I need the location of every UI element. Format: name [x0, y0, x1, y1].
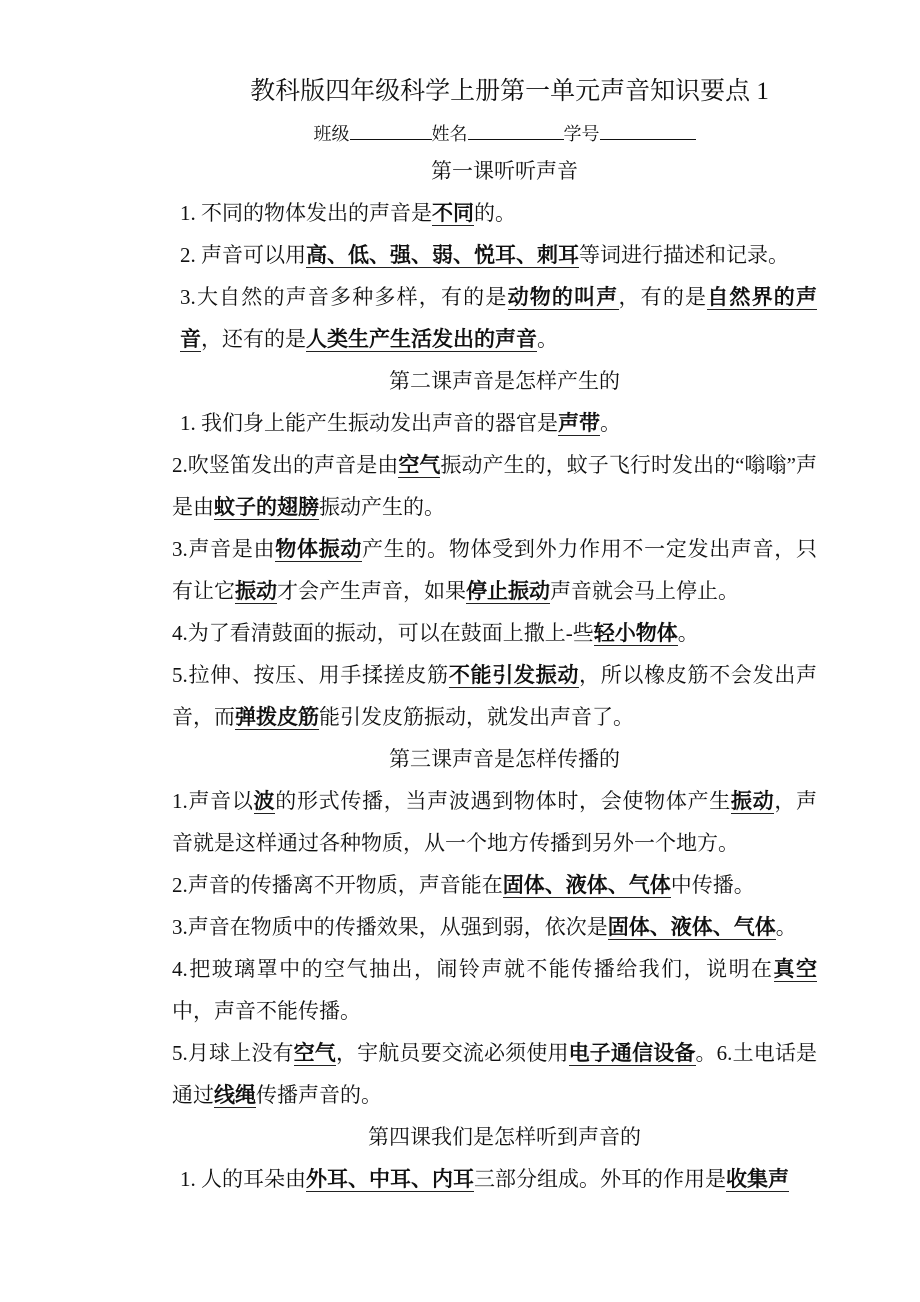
point-text: ，所以橡皮筋不会发出声音，而	[172, 663, 818, 729]
point-text: 中，声音不能传播。	[172, 999, 361, 1023]
knowledge-point	[172, 906, 817, 948]
point-text: 振动产生的，蚊子飞行时发出的“嗡嗡”声是由	[172, 453, 818, 519]
document-body	[172, 150, 817, 1200]
knowledge-point	[172, 948, 817, 1032]
point-text: 。	[537, 327, 558, 351]
point-text: 5.月球上没有	[172, 1041, 294, 1065]
answer-key-text: 振动	[730, 789, 775, 813]
point-text: 传播声音的。	[256, 1083, 382, 1107]
point-text: 4.把玻璃罩中的空气抽出，闹铃声就不能传播给我们，说明在	[172, 957, 774, 981]
point-text: 。	[775, 915, 797, 939]
point-text: 1. 人的耳朵由	[180, 1167, 306, 1191]
answer-key-text: 弹拨皮筋	[235, 705, 319, 729]
answer-key-text: 空气	[398, 453, 441, 477]
point-text: 声音就会马上停止。	[550, 579, 739, 603]
point-text: 1. 我们身上能产生振动发出声音的器官是	[180, 411, 558, 435]
answer-key-text: 空气	[293, 1041, 336, 1065]
point-text: 。	[677, 621, 699, 645]
point-text: 4.为了看清鼓面的振动，可以在鼓面上撒上-些	[172, 621, 594, 645]
knowledge-point	[172, 234, 817, 276]
knowledge-point	[172, 612, 817, 654]
answer-key-text: 蚊子的翅膀	[214, 495, 319, 519]
answer-key-text: 振动	[235, 579, 277, 603]
point-text: ，有的是	[618, 285, 708, 309]
point-text: 1. 不同的物体发出的声音是	[180, 201, 432, 225]
answer-key-text: 外耳、中耳、内耳	[306, 1167, 474, 1191]
point-text: 中传播。	[670, 873, 755, 897]
answer-key-text: 不同	[432, 201, 474, 225]
point-text: 能引发皮筋振动，就发出声音了。	[319, 705, 634, 729]
student-id-blank	[600, 121, 696, 140]
lesson-heading: 第三课声音是怎样传播的	[389, 747, 620, 771]
class-blank	[350, 121, 432, 140]
point-text: ，还有的是	[201, 327, 306, 351]
knowledge-point	[172, 780, 817, 864]
knowledge-point	[172, 444, 817, 528]
answer-key-text: 固体、液体、气体	[502, 873, 671, 897]
point-text: ，宇航员要交流必须使用	[335, 1041, 569, 1065]
answer-key-text: 自然界的声音	[180, 285, 817, 351]
answer-key-text: 高、低、强、弱、悦耳、刺耳	[306, 243, 579, 267]
point-text: 3.声音在物质中的传播效果，从强到弱，依次是	[172, 915, 608, 939]
answer-key-text: 人类生产生活发出的声音	[306, 327, 537, 351]
lesson-heading: 第四课我们是怎样听到声音的	[368, 1125, 641, 1149]
answer-key-text: 波	[253, 789, 276, 813]
point-text: 振动产生的。	[319, 495, 445, 519]
point-text: 。6.土电话是通过	[172, 1041, 818, 1107]
knowledge-point	[172, 864, 817, 906]
point-text: 的形式传播，当声波遇到物体时，会使物体产生	[275, 789, 731, 813]
knowledge-point	[172, 276, 817, 360]
knowledge-point	[172, 192, 817, 234]
answer-key-text: 收集声	[726, 1167, 789, 1191]
point-text: 产生的。物体受到外力作用不一定发出声音，只有让它	[172, 537, 818, 603]
knowledge-point	[172, 1032, 817, 1116]
answer-key-text: 真空	[773, 957, 818, 981]
document-page	[172, 72, 817, 1200]
point-text: 才会产生声音，如果	[277, 579, 466, 603]
point-text: 1.声音以	[172, 789, 254, 813]
lesson-heading: 第二课声音是怎样产生的	[389, 369, 620, 393]
point-text: 的。	[474, 201, 516, 225]
knowledge-point	[172, 402, 817, 444]
answer-key-text: 动物的叫声	[507, 285, 619, 309]
point-text: 等词进行描述和记录。	[579, 243, 789, 267]
point-text: ，声音就是这样通过各种物质，从一个地方传播到另外一个地方。	[172, 789, 818, 855]
answer-key-text: 不能引发振动	[448, 663, 580, 687]
answer-key-text: 物体振动	[275, 537, 363, 561]
knowledge-point	[172, 528, 817, 612]
class-label: 班级	[313, 124, 350, 144]
point-text: 三部分组成。外耳的作用是	[474, 1167, 726, 1191]
point-text: 3.大自然的声音多种多样，有的是	[180, 285, 508, 309]
point-text: 2.吹竖笛发出的声音是由	[172, 453, 399, 477]
document-title: 教科版四年级科学上册第一单元声音知识要点 1	[250, 78, 769, 105]
answer-key-text: 固体、液体、气体	[607, 915, 776, 939]
answer-key-text: 轻小物体	[593, 621, 678, 645]
student-info-line	[172, 118, 817, 150]
answer-key-text: 停止振动	[466, 579, 550, 603]
name-blank	[468, 121, 564, 140]
name-label: 姓名	[431, 124, 468, 144]
knowledge-point	[172, 1158, 817, 1200]
answer-key-text: 声带	[558, 411, 600, 435]
knowledge-point	[172, 654, 817, 738]
point-text: 2. 声音可以用	[180, 243, 306, 267]
point-text: 2.声音的传播离不开物质，声音能在	[172, 873, 503, 897]
answer-key-text: 线绳	[214, 1083, 256, 1107]
point-text: 。	[600, 411, 621, 435]
point-text: 3.声音是由	[172, 537, 276, 561]
answer-key-text: 电子通信设备	[568, 1041, 696, 1065]
lesson-heading: 第一课听听声音	[431, 159, 578, 183]
point-text: 5.拉伸、按压、用手揉搓皮筋	[172, 663, 449, 687]
student-id-label: 学号	[563, 124, 600, 144]
